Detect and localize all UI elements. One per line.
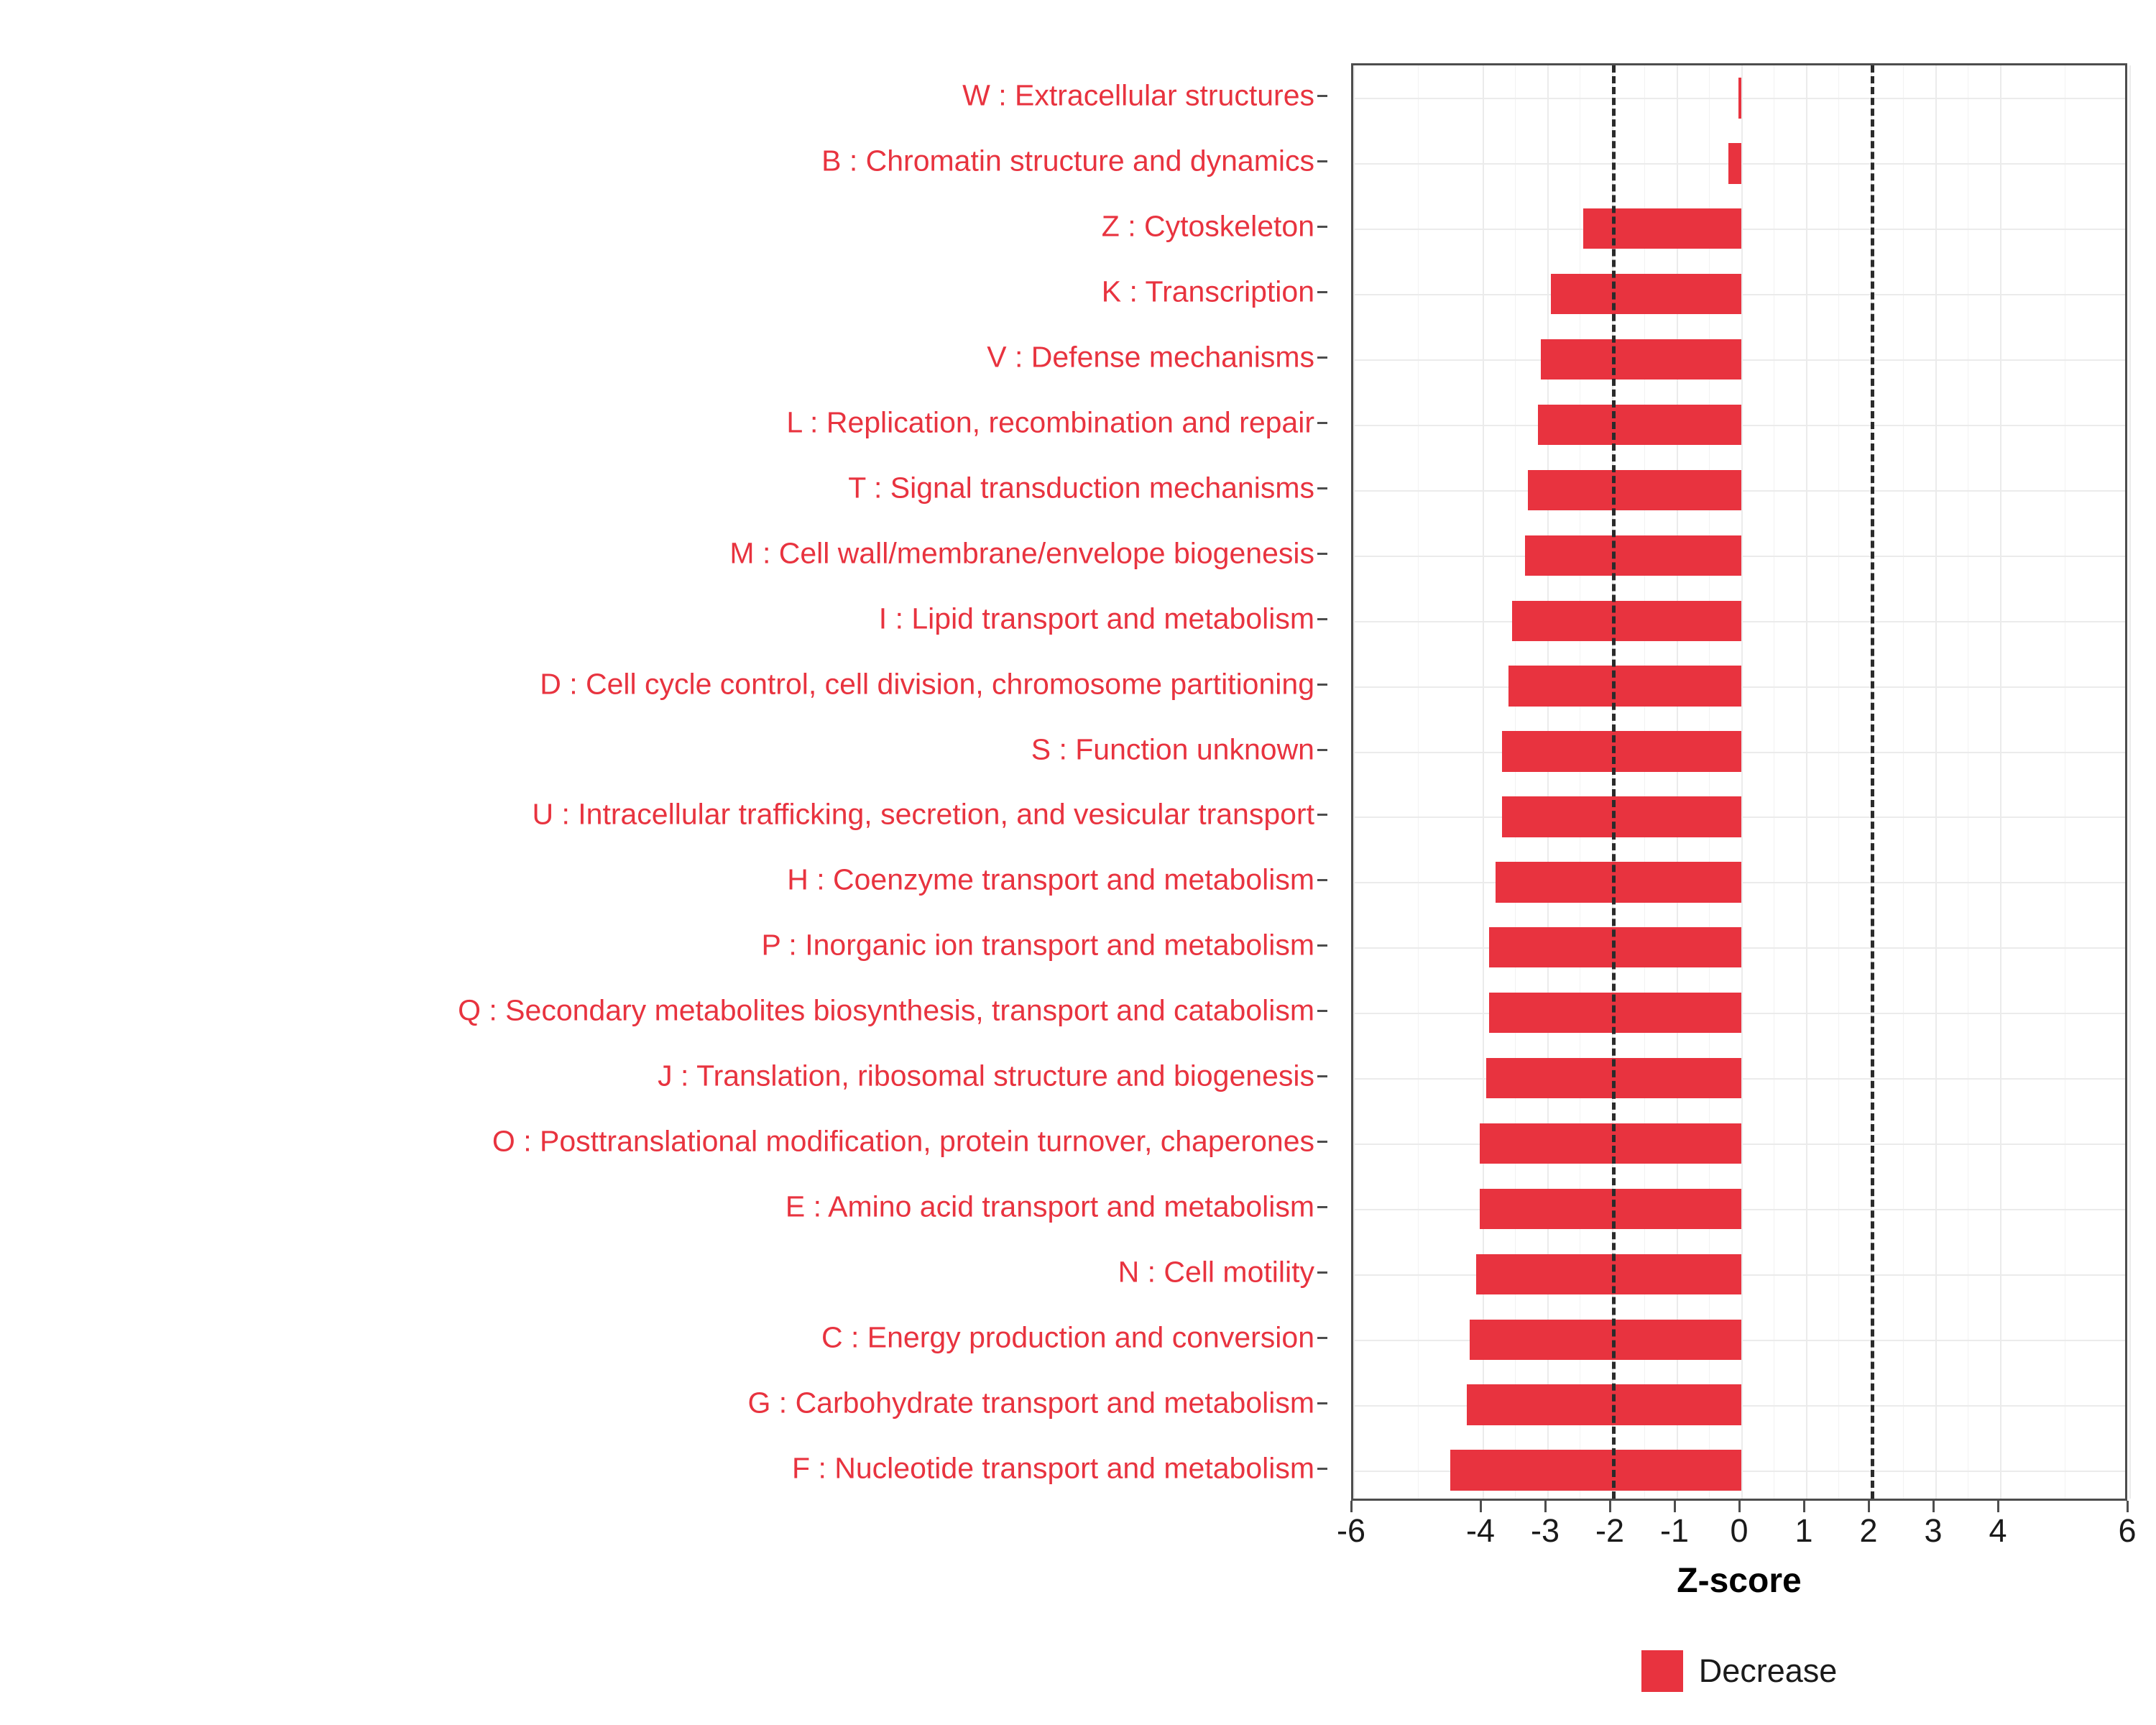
gridline-minor	[1838, 65, 1839, 1499]
y-axis-tick	[1317, 1337, 1327, 1339]
y-axis-label: I : Lipid transport and metabolism	[878, 602, 1314, 635]
bar	[1502, 796, 1741, 837]
x-axis-tick-label: -2	[1595, 1512, 1625, 1549]
y-axis-label: Q : Secondary metabolites biosynthesis, transport and catabolism	[458, 993, 1314, 1027]
bar	[1728, 143, 1741, 183]
bar	[1508, 666, 1741, 706]
y-axis-tick	[1317, 1010, 1327, 1012]
x-axis-tick	[1480, 1501, 1482, 1512]
y-axis-label: P : Inorganic ion transport and metabolism	[761, 928, 1314, 962]
gridline-major	[1353, 65, 1355, 1499]
x-axis-tick	[2127, 1501, 2129, 1512]
y-axis-label: N : Cell motility	[1118, 1255, 1314, 1289]
x-axis-tick-label: 1	[1795, 1512, 1813, 1549]
x-axis-tick	[1674, 1501, 1676, 1512]
y-axis-tick	[1317, 944, 1327, 947]
bar	[1541, 339, 1741, 380]
y-axis-label: J : Translation, ribosomal structure and biogenesis	[658, 1059, 1314, 1092]
legend-swatch-decrease	[1641, 1650, 1683, 1692]
y-axis-category-labels	[0, 63, 1333, 1501]
x-axis-tick-label: 0	[1730, 1512, 1749, 1549]
x-axis-tick-label: 4	[1989, 1512, 2007, 1549]
y-axis-label: O : Posttranslational modification, protein turnover, chaperones	[492, 1124, 1314, 1158]
y-axis-tick	[1317, 618, 1327, 620]
x-axis-tick	[1868, 1501, 1870, 1512]
gridline-major	[1806, 65, 1807, 1499]
legend	[1351, 1646, 2127, 1696]
bar	[1496, 862, 1741, 902]
y-axis-label: M : Cell wall/membrane/envelope biogenesis	[729, 536, 1314, 570]
x-axis-tick-label: 6	[2118, 1512, 2137, 1549]
x-axis-title: Z-score	[1677, 1562, 1802, 1600]
gridline-major	[2000, 65, 2001, 1499]
bar	[1470, 1320, 1741, 1360]
bar	[1538, 405, 1742, 445]
y-axis-label: B : Chromatin structure and dynamics	[821, 144, 1314, 178]
y-axis-label: E : Amino acid transport and metabolism	[785, 1190, 1314, 1223]
x-axis-tick-label: -6	[1336, 1512, 1366, 1549]
x-axis-tick-label: -1	[1659, 1512, 1690, 1549]
y-axis-label: Z : Cytoskeleton	[1101, 209, 1314, 243]
gridline-major	[1741, 65, 1743, 1499]
y-axis-label: H : Coenzyme transport and metabolism	[787, 862, 1314, 896]
y-axis-label: C : Energy production and conversion	[821, 1320, 1314, 1354]
x-axis-tick	[1609, 1501, 1611, 1512]
y-axis-tick	[1317, 814, 1327, 816]
y-axis-tick	[1317, 684, 1327, 686]
y-axis-tick	[1317, 749, 1327, 751]
gridline-minor	[1903, 65, 1904, 1499]
x-axis-tick	[1803, 1501, 1805, 1512]
y-axis-tick	[1317, 1075, 1327, 1077]
y-axis-tick	[1317, 879, 1327, 881]
y-axis-tick	[1317, 1402, 1327, 1404]
y-axis-tick	[1317, 553, 1327, 555]
x-axis-tick-label: -4	[1465, 1512, 1496, 1549]
bar	[1525, 535, 1742, 576]
bar	[1528, 470, 1741, 510]
y-axis-label: L : Replication, recombination and repair	[786, 405, 1314, 439]
x-axis-tick-label: 2	[1859, 1512, 1878, 1549]
bar	[1480, 1123, 1742, 1164]
y-axis-label: V : Defense mechanisms	[987, 340, 1314, 374]
x-axis-tick	[1738, 1501, 1741, 1512]
y-axis-tick	[1317, 291, 1327, 293]
gridline-major	[2129, 65, 2131, 1499]
gridline-minor	[1418, 65, 1419, 1499]
y-axis-label: G : Carbohydrate transport and metabolism	[747, 1386, 1314, 1420]
y-axis-label: S : Function unknown	[1031, 732, 1314, 766]
gridline-major	[1935, 65, 1937, 1499]
bar	[1450, 1450, 1741, 1490]
x-axis-tick-label: 3	[1924, 1512, 1943, 1549]
y-axis-tick	[1317, 226, 1327, 228]
x-axis-tick	[1544, 1501, 1547, 1512]
bar	[1476, 1254, 1741, 1294]
y-axis-tick	[1317, 1206, 1327, 1208]
legend-label-decrease: Decrease	[1698, 1652, 1838, 1689]
y-axis-tick	[1317, 160, 1327, 162]
bar	[1551, 274, 1742, 314]
reference-line	[1612, 65, 1616, 1499]
y-axis-tick	[1317, 1468, 1327, 1470]
y-axis-label: K : Transcription	[1101, 275, 1314, 308]
y-axis-label: T : Signal transduction mechanisms	[848, 471, 1314, 505]
y-axis-tick	[1317, 487, 1327, 489]
y-axis-label: D : Cell cycle control, cell division, chromosome partitioning	[540, 667, 1314, 701]
x-axis-tick	[1932, 1501, 1935, 1512]
bar	[1583, 208, 1742, 249]
y-axis-tick	[1317, 95, 1327, 97]
y-axis-tick	[1317, 1141, 1327, 1143]
bar	[1738, 78, 1742, 118]
bar	[1502, 731, 1741, 771]
x-axis-tick-labels	[1336, 1512, 2137, 1555]
reference-line	[1871, 65, 1874, 1499]
bar	[1480, 1189, 1742, 1229]
x-axis-tick	[1350, 1501, 1353, 1512]
plot-panel	[1351, 63, 2127, 1501]
x-axis-tick-label: -3	[1530, 1512, 1560, 1549]
x-axis-tick	[1997, 1501, 1999, 1512]
y-axis-tick	[1317, 1271, 1327, 1274]
bar	[1467, 1384, 1742, 1425]
bar	[1512, 601, 1742, 641]
y-axis-tick	[1317, 422, 1327, 424]
y-axis-label: W : Extracellular structures	[962, 78, 1314, 112]
y-axis-tick	[1317, 356, 1327, 359]
y-axis-label: U : Intracellular trafficking, secretion, and vesicular transport	[532, 797, 1314, 831]
y-axis-label: F : Nucleotide transport and metabolism	[792, 1451, 1314, 1485]
